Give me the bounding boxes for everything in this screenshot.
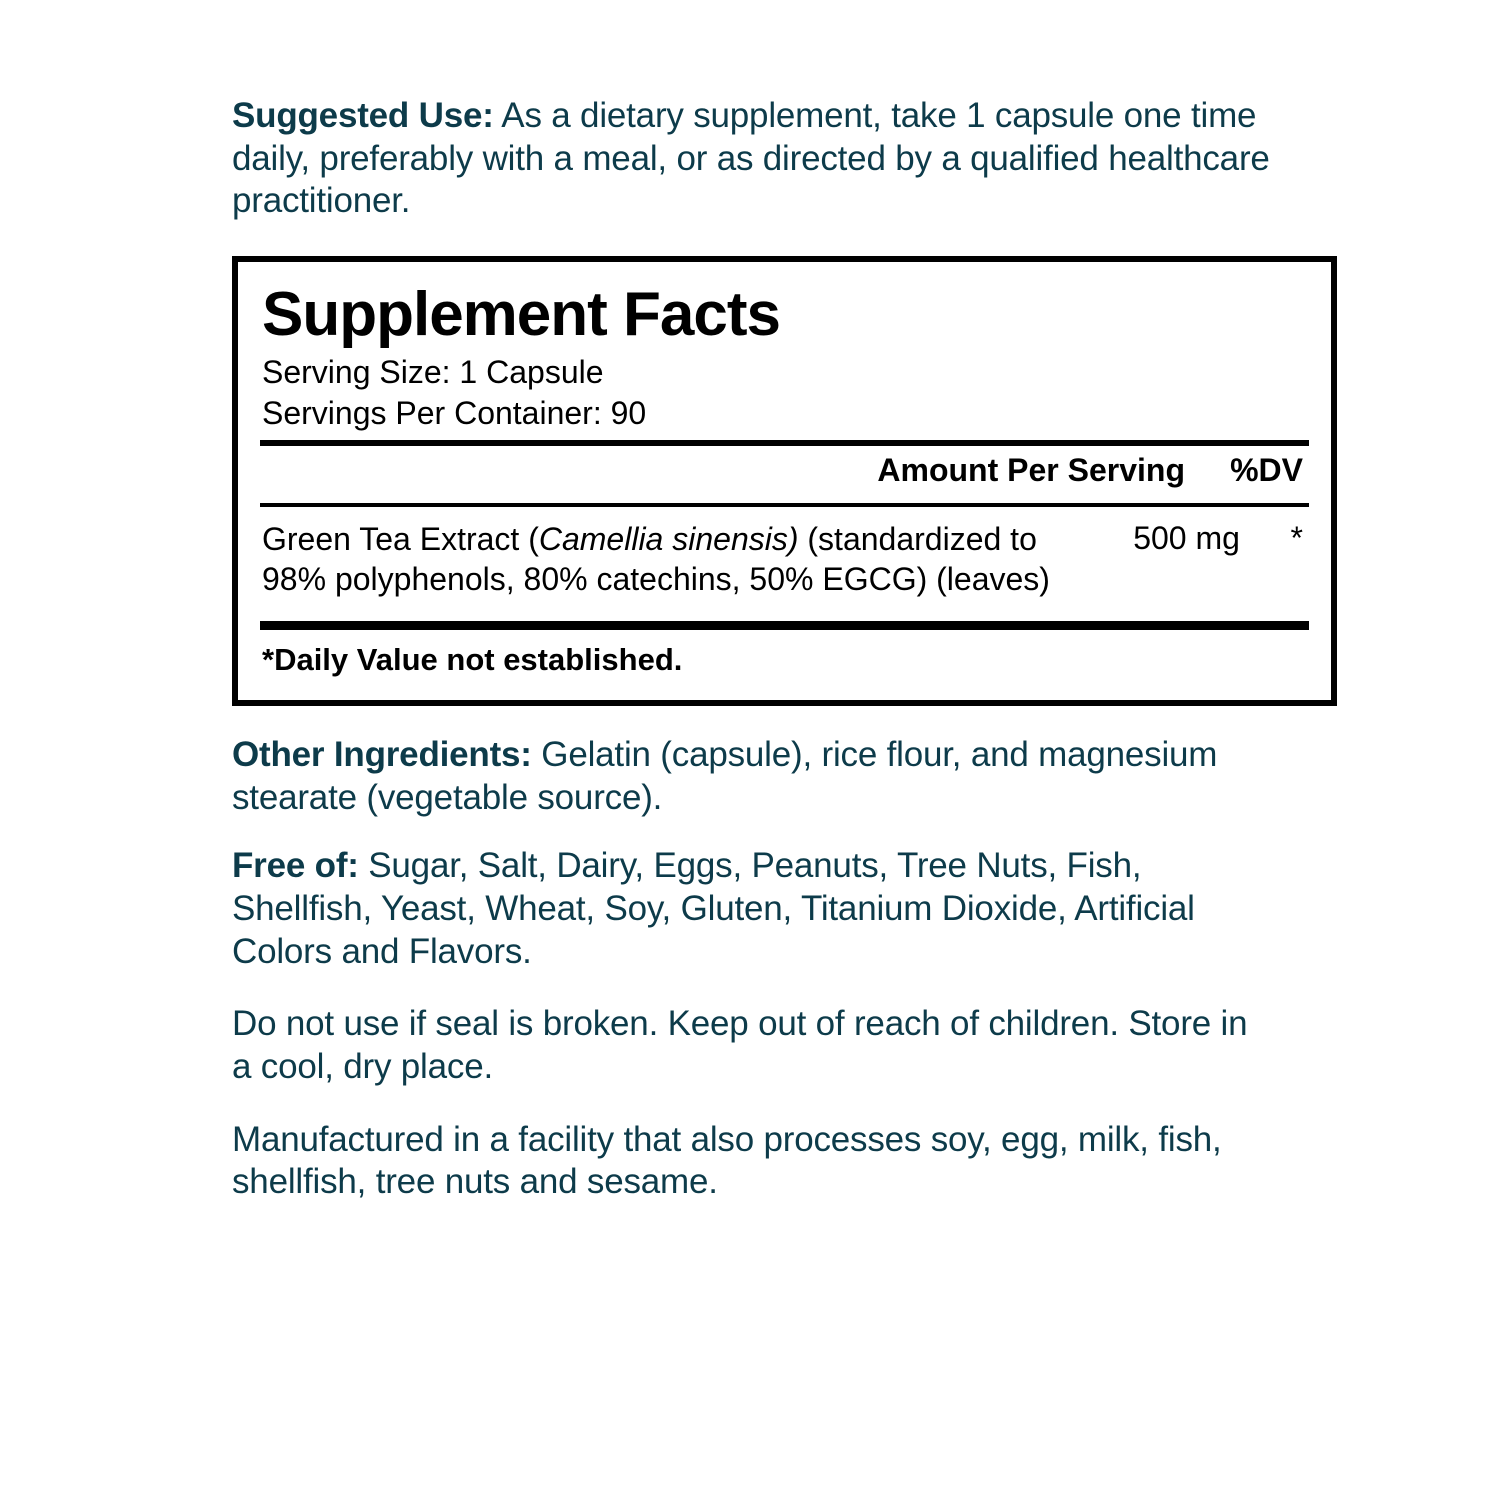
- header-percent-dv: %DV: [1230, 451, 1303, 488]
- seal-warning-paragraph: Do not use if seal is broken. Keep out of reach of children. Store in a cool, dry place.: [232, 1004, 1248, 1087]
- manufacturing-note-paragraph: Manufactured in a facility that also processes soy, egg, milk, fish, shellfish, tree nuts and sesame.: [232, 1119, 1222, 1202]
- suggested-use-label: Suggested Use:: [232, 96, 494, 135]
- table-row: [260, 507, 1309, 613]
- serving-size: Serving Size: 1 Capsule: [262, 354, 604, 391]
- free-of-text: Sugar, Salt, Dairy, Eggs, Peanuts, Tree Nuts, Fish, Shellfish, Yeast, Wheat, Soy, Gluten, Titanium Dioxide, Artificial Colors and Flavors.: [232, 846, 1195, 971]
- nutrient-name-part2: (standardized to 98% polyphenols, 80% catechins, 50% EGCG) (leaves): [262, 520, 1050, 597]
- suggested-use-paragraph: [232, 95, 1270, 223]
- divider-bottom: [260, 621, 1309, 630]
- nutrient-name: [262, 519, 1116, 599]
- supplement-facts-header-row: [260, 446, 1309, 493]
- nutrient-name-italic: Camellia sinensis): [538, 520, 799, 557]
- nutrient-amount: 500 mg: [1133, 519, 1240, 556]
- free-of-paragraph: [232, 845, 1242, 973]
- other-ingredients-paragraph: [232, 734, 1262, 819]
- nutrient-percent-dv: *: [1290, 519, 1303, 556]
- daily-value-footnote: *Daily Value not established.: [262, 641, 683, 677]
- suggested-use-text: As a dietary supplement, take 1 capsule one time daily, preferably with a meal, or as directed by a qualified healthcare practitioner.: [232, 96, 1270, 221]
- free-of-label: Free of:: [232, 846, 359, 886]
- supplement-facts-panel: [232, 256, 1337, 706]
- servings-per-container: Servings Per Container: 90: [262, 395, 647, 432]
- supplement-facts-title: Supplement Facts: [262, 280, 780, 350]
- nutrient-name-part1: Green Tea Extract (: [262, 520, 539, 557]
- header-amount-per-serving: Amount Per Serving: [877, 451, 1185, 488]
- other-ingredients-text: Gelatin (capsule), rice flour, and magnesium stearate (vegetable source).: [232, 734, 1218, 817]
- other-ingredients-label: Other Ingredients:: [232, 734, 532, 774]
